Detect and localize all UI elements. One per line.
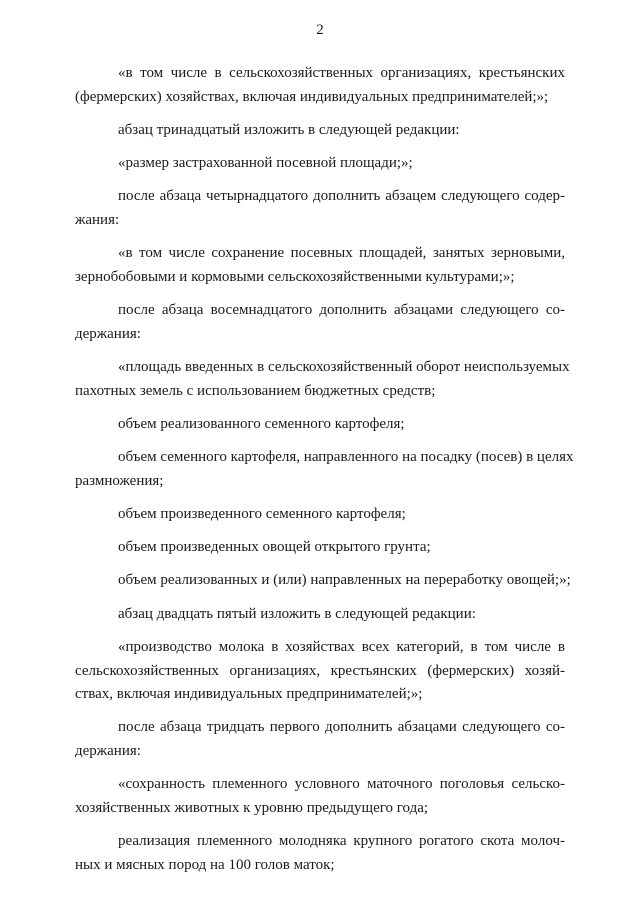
text-line: «в том числе в сельскохозяйственных организациях, крестьянских xyxy=(118,65,565,81)
text-line: абзац тринадцатый изложить в следующей редакции: xyxy=(118,121,460,138)
text-line: хозяйственных животных к уровню предыдущего года; xyxy=(75,800,429,817)
paragraph xyxy=(75,242,565,289)
text-line: объем реализованных и (или) направленных на переработку овощей;»; xyxy=(118,572,571,589)
paragraph xyxy=(75,773,565,820)
text-line: зернобобовыми и кормовыми сельскохозяйственными культурами;»; xyxy=(75,268,515,285)
text-line: (фермерских) хозяйствах, включая индивидуальных предпринимателей;»; xyxy=(75,88,549,105)
document-body xyxy=(75,62,574,887)
text-line: «сохранность племенного условного маточного поголовья сельско- xyxy=(118,776,565,793)
text-line: «в том числе сохранение посевных площадей, занятых зерновыми, xyxy=(118,245,565,262)
text-line: объем произведенного семенного картофеля; xyxy=(118,506,406,523)
paragraph xyxy=(75,356,570,403)
paragraph xyxy=(75,119,565,143)
page-number: 2 xyxy=(316,22,324,38)
paragraph xyxy=(75,569,571,593)
text-line: после абзаца тридцать первого дополнить абзацами следующего со- xyxy=(118,719,565,736)
paragraph xyxy=(75,152,565,176)
text-line: размножения; xyxy=(75,472,164,489)
paragraph xyxy=(75,830,565,877)
text-line: ных и мясных пород на 100 голов маток; xyxy=(75,856,335,873)
paragraph xyxy=(75,536,565,560)
text-line: объем семенного картофеля, направленного на посадку (посев) в целях xyxy=(118,449,574,466)
text-line: держания: xyxy=(75,325,141,342)
text-line: ствах, включая индивидуальных предпринимателей;»; xyxy=(75,686,423,703)
paragraph xyxy=(75,185,565,232)
paragraph xyxy=(75,299,565,346)
paragraph xyxy=(75,446,574,493)
text-line: «производство молока в хозяйствах всех категорий, в том числе в xyxy=(118,638,565,655)
text-line: объем реализованного семенного картофеля; xyxy=(118,415,405,432)
paragraph xyxy=(75,636,565,707)
text-line: абзац двадцать пятый изложить в следующей редакции: xyxy=(118,605,476,622)
text-line: после абзаца восемнадцатого дополнить абзацами следующего со- xyxy=(118,302,565,319)
text-line: жания: xyxy=(75,212,120,229)
text-line: «площадь введенных в сельскохозяйственный оборот неиспользуемых xyxy=(118,359,570,376)
text-line: держания: xyxy=(75,743,141,760)
paragraph xyxy=(75,603,565,627)
text-line: сельскохозяйственных организациях, крестьянских (фермерских) хозяй- xyxy=(75,662,565,679)
paragraph xyxy=(75,503,565,527)
text-line: пахотных земель с использованием бюджетных средств; xyxy=(75,382,436,399)
paragraph xyxy=(75,413,565,437)
text-line: «размер застрахованной посевной площади;»; xyxy=(118,155,413,172)
paragraph xyxy=(75,62,565,109)
text-line: объем произведенных овощей открытого грунта; xyxy=(118,539,431,556)
paragraph xyxy=(75,716,565,763)
text-line: после абзаца четырнадцатого дополнить абзацем следующего содер- xyxy=(118,188,565,205)
text-line: реализация племенного молодняка крупного рогатого скота молоч- xyxy=(118,833,565,850)
